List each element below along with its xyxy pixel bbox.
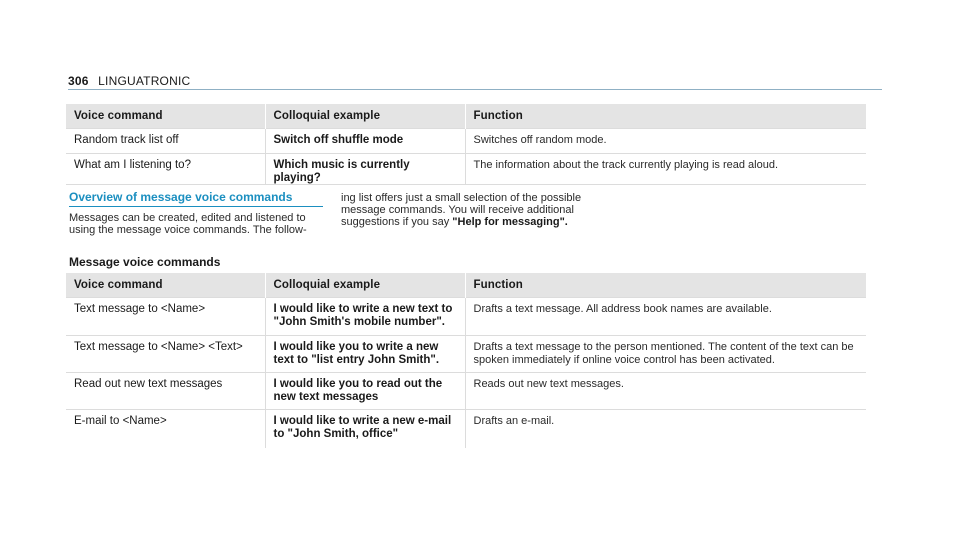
- function-cell: Switches off random mode.: [465, 129, 866, 154]
- voice-command-cell: What am I listening to?: [66, 154, 265, 185]
- column-header-function: Function: [465, 104, 866, 129]
- table-header-row: [66, 104, 866, 129]
- voice-command-cell: Read out new text messages: [66, 373, 265, 410]
- page-number: 306: [68, 74, 89, 88]
- colloquial-example-cell: I would like you to read out the new text messages: [265, 373, 465, 410]
- function-cell: The information about the track currently playing is read aloud.: [465, 154, 866, 185]
- column-header-colloquial-example: Colloquial example: [265, 273, 465, 298]
- table-row: [66, 373, 866, 410]
- function-cell: Reads out new text messages.: [465, 373, 866, 410]
- function-cell: Drafts a text message. All address book names are available.: [465, 298, 866, 336]
- voice-command-cell: Text message to <Name> <Text>: [66, 336, 265, 373]
- intro-text-right: [341, 192, 606, 228]
- overview-message-commands-link[interactable]: Overview of message voice commands: [69, 190, 323, 207]
- voice-command-cell: E-mail to <Name>: [66, 410, 265, 449]
- header-divider: [68, 89, 882, 90]
- colloquial-example-cell: I would like to write a new e-mail to "John Smith, office": [265, 410, 465, 449]
- column-header-function: Function: [465, 273, 866, 298]
- colloquial-example-cell: I would like you to write a new text to "list entry John Smith".: [265, 336, 465, 373]
- column-header-voice-command: Voice command: [66, 104, 265, 129]
- help-for-messaging-command: "Help for messaging".: [452, 216, 568, 228]
- colloquial-example-cell: Switch off shuffle mode: [265, 129, 465, 154]
- function-cell: Drafts a text message to the person mentioned. The content of the text can be spoken immediately if online voice control has been activated.: [465, 336, 866, 373]
- table-row: [66, 129, 866, 154]
- table-row: [66, 410, 866, 449]
- voice-command-cell: Random track list off: [66, 129, 265, 154]
- chapter-title: LINGUATRONIC: [98, 74, 191, 88]
- colloquial-example-cell: I would like to write a new text to "John Smith's mobile number".: [265, 298, 465, 336]
- random-track-commands-table: [66, 104, 866, 185]
- page-header: [68, 74, 190, 88]
- function-cell: Drafts an e-mail.: [465, 410, 866, 449]
- intro-text-right-body: ing list offers just a small selection of the possible message commands. You will receive additional suggestions if you say: [341, 192, 582, 228]
- column-header-voice-command: Voice command: [66, 273, 265, 298]
- table-header-row: [66, 273, 866, 298]
- table-row: [66, 336, 866, 373]
- table-row: [66, 298, 866, 336]
- column-header-colloquial-example: Colloquial example: [265, 104, 465, 129]
- voice-command-cell: Text message to <Name>: [66, 298, 265, 336]
- section-subheading: Message voice commands: [69, 255, 221, 269]
- message-voice-commands-table: [66, 273, 866, 448]
- table-row: [66, 154, 866, 185]
- colloquial-example-cell: Which music is currently playing?: [265, 154, 465, 185]
- intro-text-left: Messages can be created, edited and listened to using the message voice commands. The follow-: [69, 212, 307, 236]
